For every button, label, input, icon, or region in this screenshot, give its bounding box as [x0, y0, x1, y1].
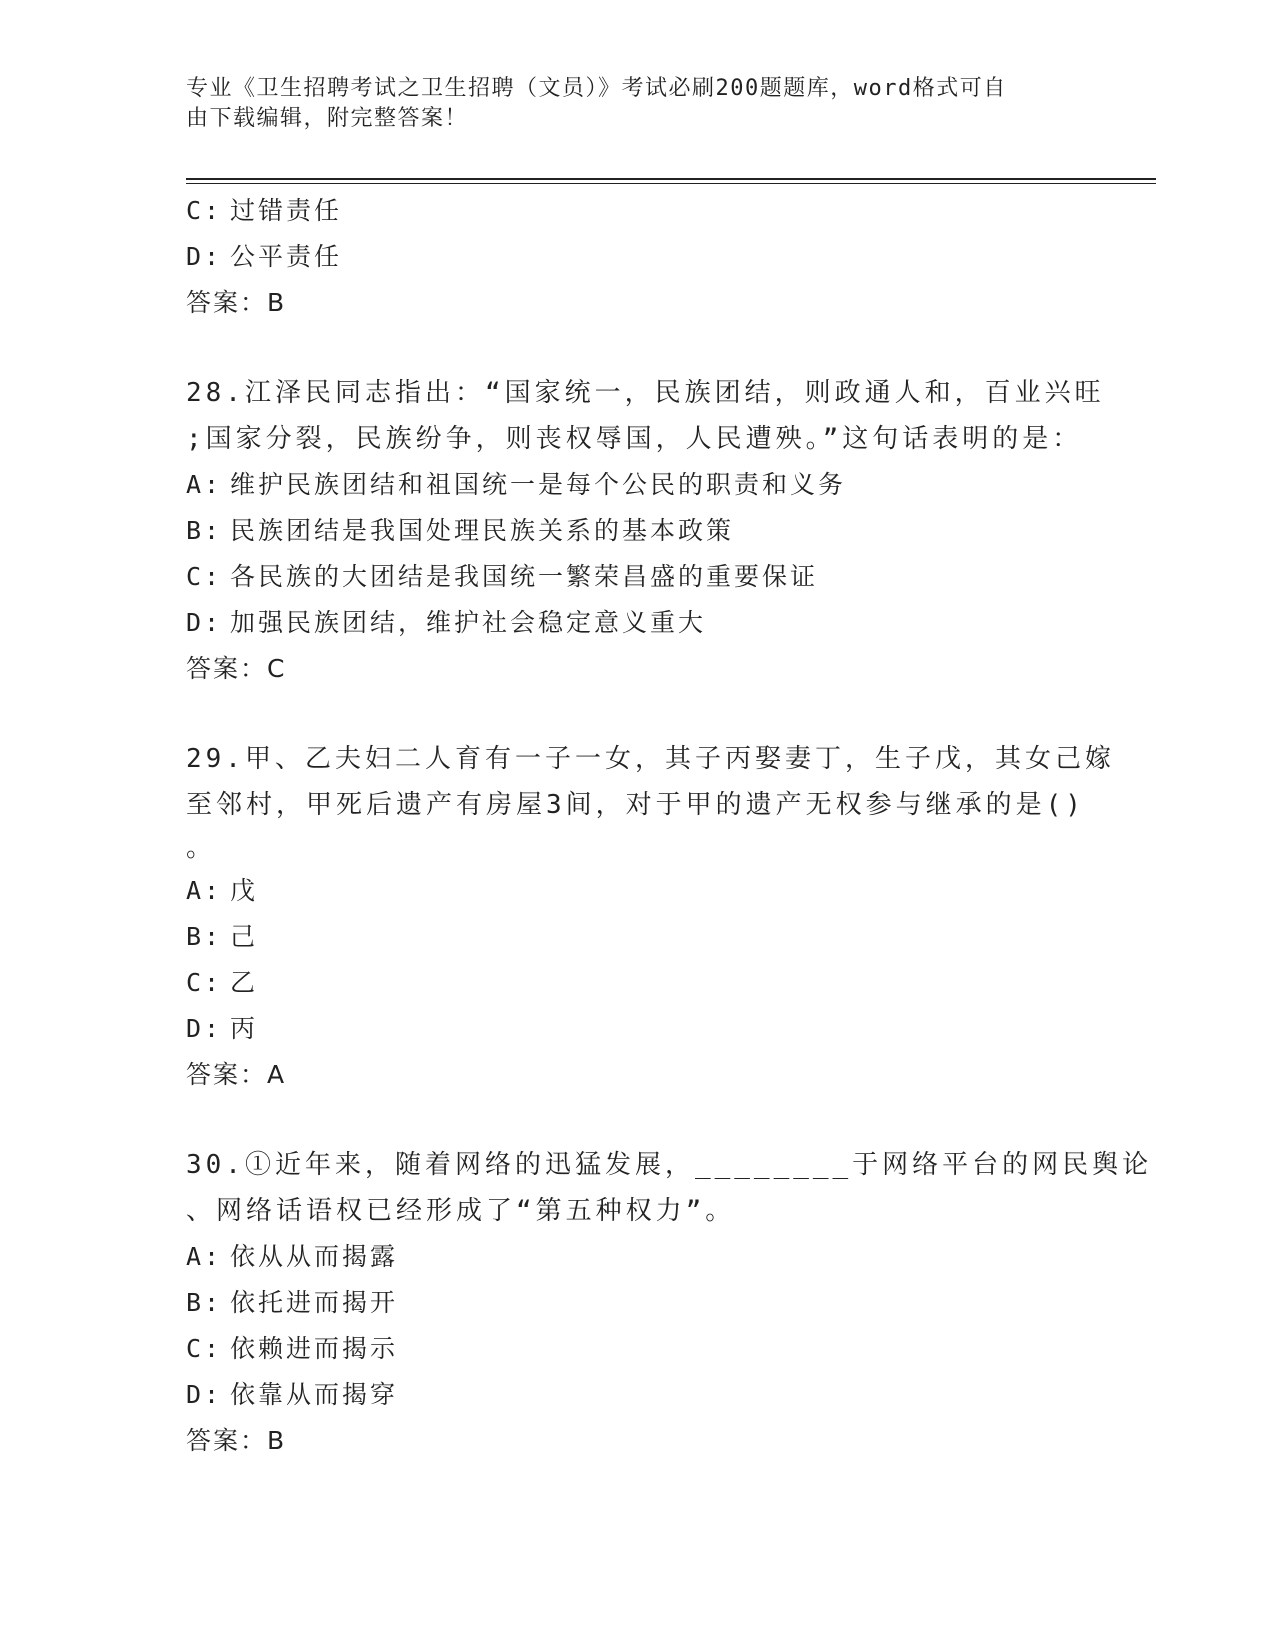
header-divider-thin [186, 183, 1156, 184]
answer: 答案：B [186, 288, 287, 317]
question-stem: 30.①近年来，随着网络的迅猛发展，________于网络平台的网民舆论 [186, 1150, 1153, 1180]
document-header [186, 74, 1066, 134]
question-stem: 。 [186, 833, 217, 863]
question-stem: 29.甲、乙夫妇二人育有一子一女，其子丙娶妻丁，生子戊，其女己嫁 [186, 744, 1115, 774]
option-d: D: 依靠从而揭穿 [186, 1380, 399, 1409]
question-stem: ;国家分裂，民族纷争，则丧权辱国，人民遭殃。”这句话表明的是： [186, 424, 1083, 454]
answer: 答案：C [186, 654, 287, 683]
option-b: B: 民族团结是我国处理民族关系的基本政策 [186, 516, 735, 545]
option-c: C: 各民族的大团结是我国统一繁荣昌盛的重要保证 [186, 562, 819, 591]
option-b: B: 己 [186, 922, 259, 951]
option-a: A: 维护民族团结和祖国统一是每个公民的职责和义务 [186, 470, 847, 499]
question-30 [186, 1142, 1153, 1464]
header-line-1: 专业《卫生招聘考试之卫生招聘（文员）》考试必刷200题题库，word格式可自 [186, 76, 1007, 101]
option-d: D: 公平责任 [186, 242, 343, 271]
option-c: C: 乙 [186, 968, 259, 997]
option-d: D: 加强民族团结，维护社会稳定意义重大 [186, 608, 707, 637]
question-stem: 28.江泽民同志指出：“国家统一，民族团结，则政通人和，百业兴旺 [186, 378, 1105, 408]
option-a: A: 依从从而揭露 [186, 1242, 399, 1271]
question-stem: 至邻村，甲死后遗产有房屋3间，对于甲的遗产无权参与继承的是() [186, 790, 1085, 820]
header-divider-thick [186, 178, 1156, 180]
question-stem: 、网络话语权已经形成了“第五种权力”。 [186, 1196, 736, 1226]
option-a: A: 戊 [186, 876, 259, 905]
question-27-continued [186, 188, 1086, 326]
answer: 答案：B [186, 1426, 287, 1455]
option-c: C: 过错责任 [186, 196, 343, 225]
answer: 答案：A [186, 1060, 287, 1089]
option-c: C: 依赖进而揭示 [186, 1334, 399, 1363]
question-29 [186, 736, 1115, 1098]
option-d: D: 丙 [186, 1014, 259, 1043]
header-line-2: 由下载编辑，附完整答案！ [186, 106, 469, 131]
option-b: B: 依托进而揭开 [186, 1288, 399, 1317]
question-28 [186, 370, 1105, 692]
question-list [186, 188, 1153, 1464]
